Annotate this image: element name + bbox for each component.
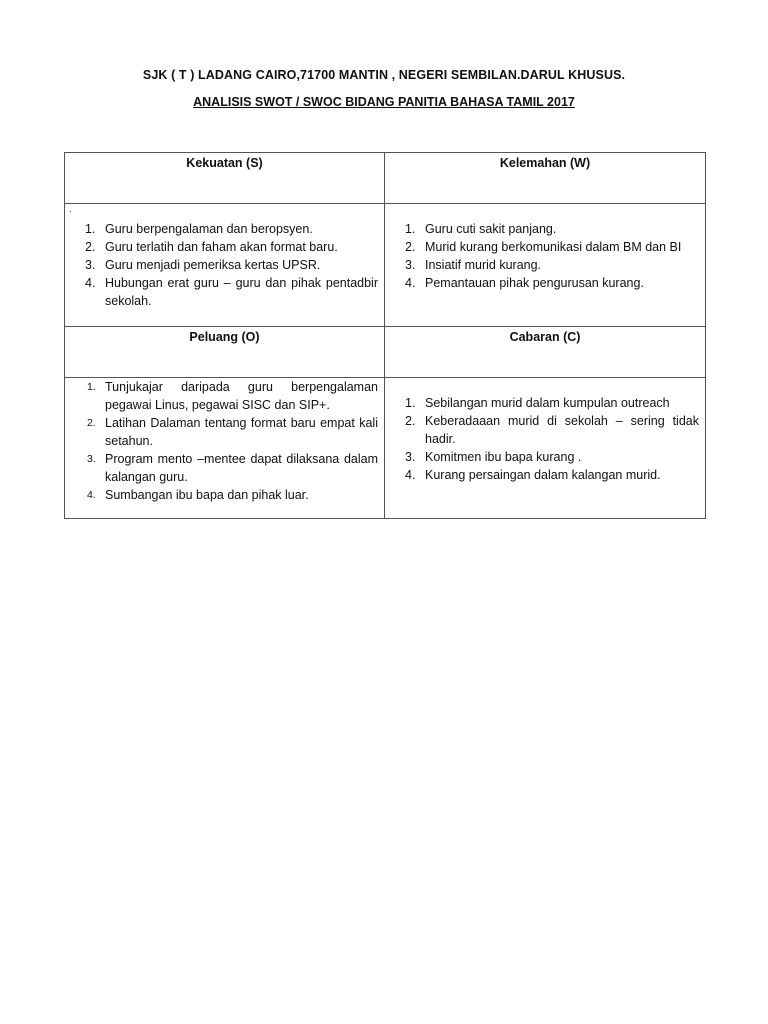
weaknesses-cell xyxy=(385,204,706,327)
list-item: 4. Sumbangan ibu bapa dan pihak luar. xyxy=(87,488,309,502)
header-row-sw xyxy=(65,153,706,204)
list-item: 4. Hubungan erat guru – guru dan pihak pentadbir sekolah. xyxy=(85,276,378,308)
challenges-cell xyxy=(385,378,706,519)
list-item: 2. Guru terlatih dan faham akan format baru. xyxy=(85,240,338,254)
list-item: 1. Sebilangan murid dalam kumpulan outreach xyxy=(405,396,670,410)
opportunities-header: Peluang (O) xyxy=(65,327,385,378)
list-item: 4. Kurang persaingan dalam kalangan murid. xyxy=(405,468,661,482)
list-item: 1. Guru berpengalaman dan beropsyen. xyxy=(85,222,313,236)
analysis-title: ANALISIS SWOT / SWOC BIDANG PANITIA BAHASA TAMIL 2017 xyxy=(193,95,575,109)
body-row-oc xyxy=(65,378,706,519)
school-title: SJK ( T ) LADANG CAIRO,71700 MANTIN , NEGERI SEMBILAN.DARUL KHUSUS. xyxy=(142,68,626,82)
challenges-list xyxy=(385,394,705,484)
weaknesses-list xyxy=(385,220,705,292)
list-item: 3. Insiatif murid kurang. xyxy=(405,258,542,272)
swot-table xyxy=(64,152,706,519)
list-item: 2. Latihan Dalaman tentang format baru empat kali setahun. xyxy=(87,416,378,448)
body-row-sw xyxy=(65,204,706,327)
list-item: 3. Guru menjadi pemeriksa kertas UPSR. xyxy=(85,258,321,272)
challenges-header: Cabaran (C) xyxy=(385,327,706,378)
list-item: 2. Keberadaaan murid di sekolah – sering tidak hadir. xyxy=(405,414,699,446)
list-item: 3. Program mento –mentee dapat dilaksana dalam kalangan guru. xyxy=(87,452,378,484)
list-item: 1. Guru cuti sakit panjang. xyxy=(405,222,557,236)
bullet-marker: . xyxy=(69,204,72,214)
header-row-oc xyxy=(65,327,706,378)
weaknesses-header: Kelemahan (W) xyxy=(385,153,706,204)
strengths-cell xyxy=(65,204,385,327)
strengths-header: Kekuatan (S) xyxy=(65,153,385,204)
list-item: 4. Pemantauan pihak pengurusan kurang. xyxy=(405,276,644,290)
list-item: 1. Tunjukajar daripada guru berpengalaman pegawai Linus, pegawai SISC dan SIP+. xyxy=(87,380,378,412)
opportunities-cell xyxy=(65,378,385,519)
opportunities-list xyxy=(65,378,384,504)
list-item: 2. Murid kurang berkomunikasi dalam BM dan BI xyxy=(405,240,682,254)
strengths-list xyxy=(65,220,384,310)
list-item: 3. Komitmen ibu bapa kurang . xyxy=(405,450,582,464)
